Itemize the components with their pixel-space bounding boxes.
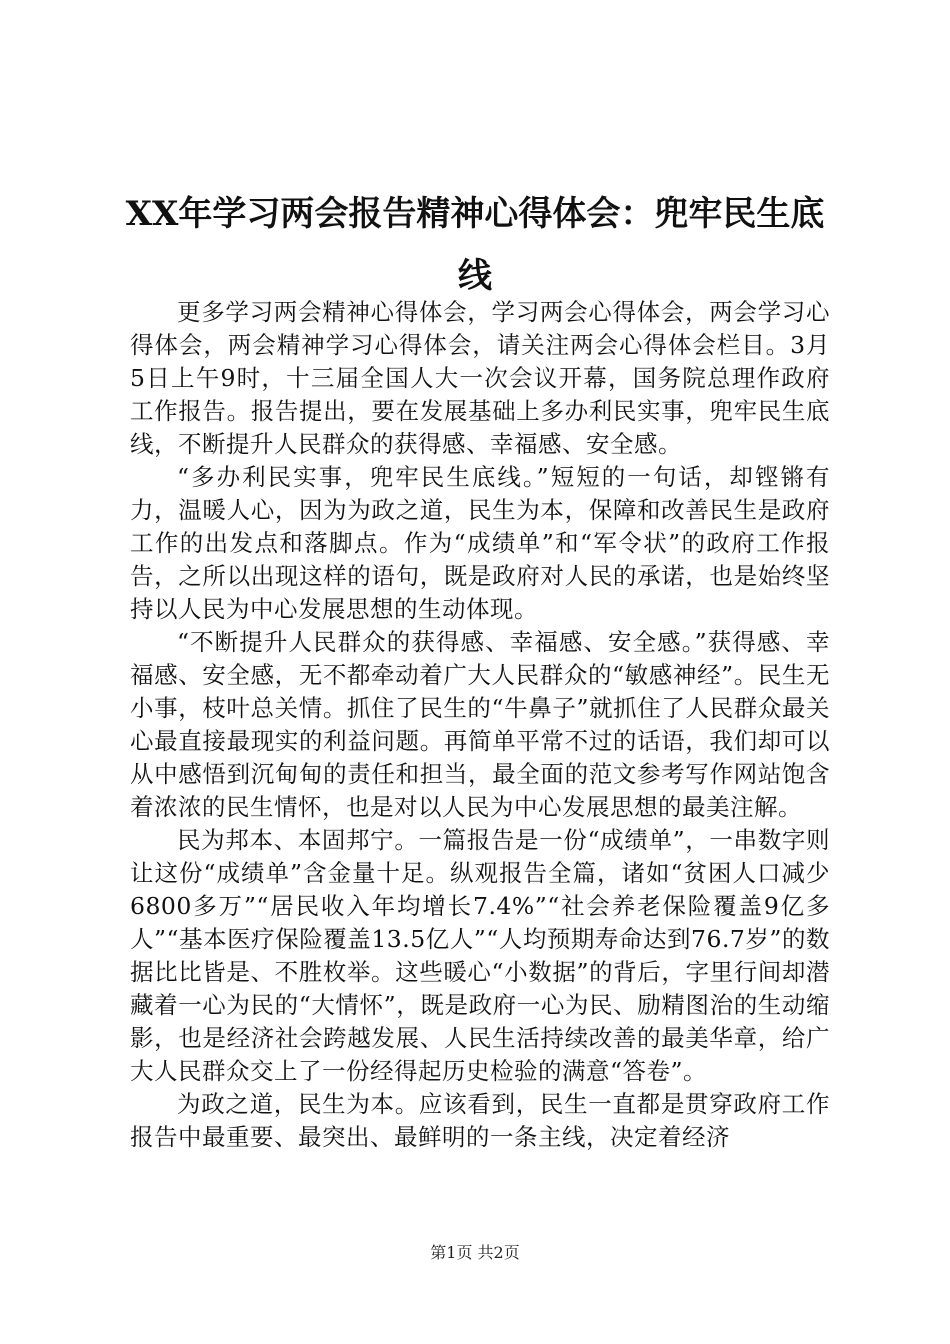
paragraph: 为政之道，民生为本。应该看到，民生一直都是贯穿政府工作报告中最重要、最突出、最鲜明的一条主线，决定着经济 — [130, 1090, 830, 1151]
paragraph: “多办利民实事，兜牢民生底线。”短短的一句话，却铿锵有力，温暖人心，因为为政之道，民生为本，保障和改善民生是政府工作的出发点和落脚点。作为“成绩单”和“军令状”的政府工作报告，之所以出现这样的语句，既是政府对人民的承诺，也是始终坚持以人民为中心发展思想的生动体现。 — [130, 463, 830, 623]
paragraph: 民为邦本、本固邦宁。一篇报告是一份“成绩单”，一串数字则让这份“成绩单”含金量十足。纵观报告全篇，诸如“贫困人口减少6800多万”“居民收入年均增长7.4%”“社会养老保险覆盖9亿多人”“基本医疗保险覆盖13.5亿人”“人均预期寿命达到76.7岁”的数据比比皆是、不胜枚举。这些暖心“小数据”的背后，字里行间却潜藏着一心为民的“大情怀”，既是政府一心为民、励精图治的生动缩影，也是经济社会跨越发展、人民生活持续改善的最美华章，给广大人民群众交上了一份经得起历史检验的满意“答卷”。 — [130, 826, 830, 1085]
document-body — [130, 296, 830, 1154]
paragraph: “不断提升人民群众的获得感、幸福感、安全感。”获得感、幸福感、安全感，无不都牵动着广大人民群众的“敏感神经”。民生无小事，枝叶总关情。抓住了民生的“牛鼻子”就抓住了人民群众最关心最直接最现实的利益问题。再简单平常不过的话语，我们却可以从中感悟到沉甸甸的责任和担当，最全面的范文参考写作网站饱含着浓浓的民生情怀，也是对以人民为中心发展思想的最美注解。 — [130, 628, 830, 821]
page-number-footer: 第1页 共2页 — [430, 1243, 520, 1262]
paragraph: 更多学习两会精神心得体会，学习两会心得体会，两会学习心得体会，两会精神学习心得体会，请关注两会心得体会栏目。3月5日上午9时，十三届全国人大一次会议开幕，国务院总理作政府工作报告。报告提出，要在发展基础上多办利民实事，兜牢民生底线，不断提升人民群众的获得感、幸福感、安全感。 — [130, 298, 830, 458]
document-title: XX年学习两会报告精神心得体会：兜牢民生底线 — [125, 194, 825, 296]
